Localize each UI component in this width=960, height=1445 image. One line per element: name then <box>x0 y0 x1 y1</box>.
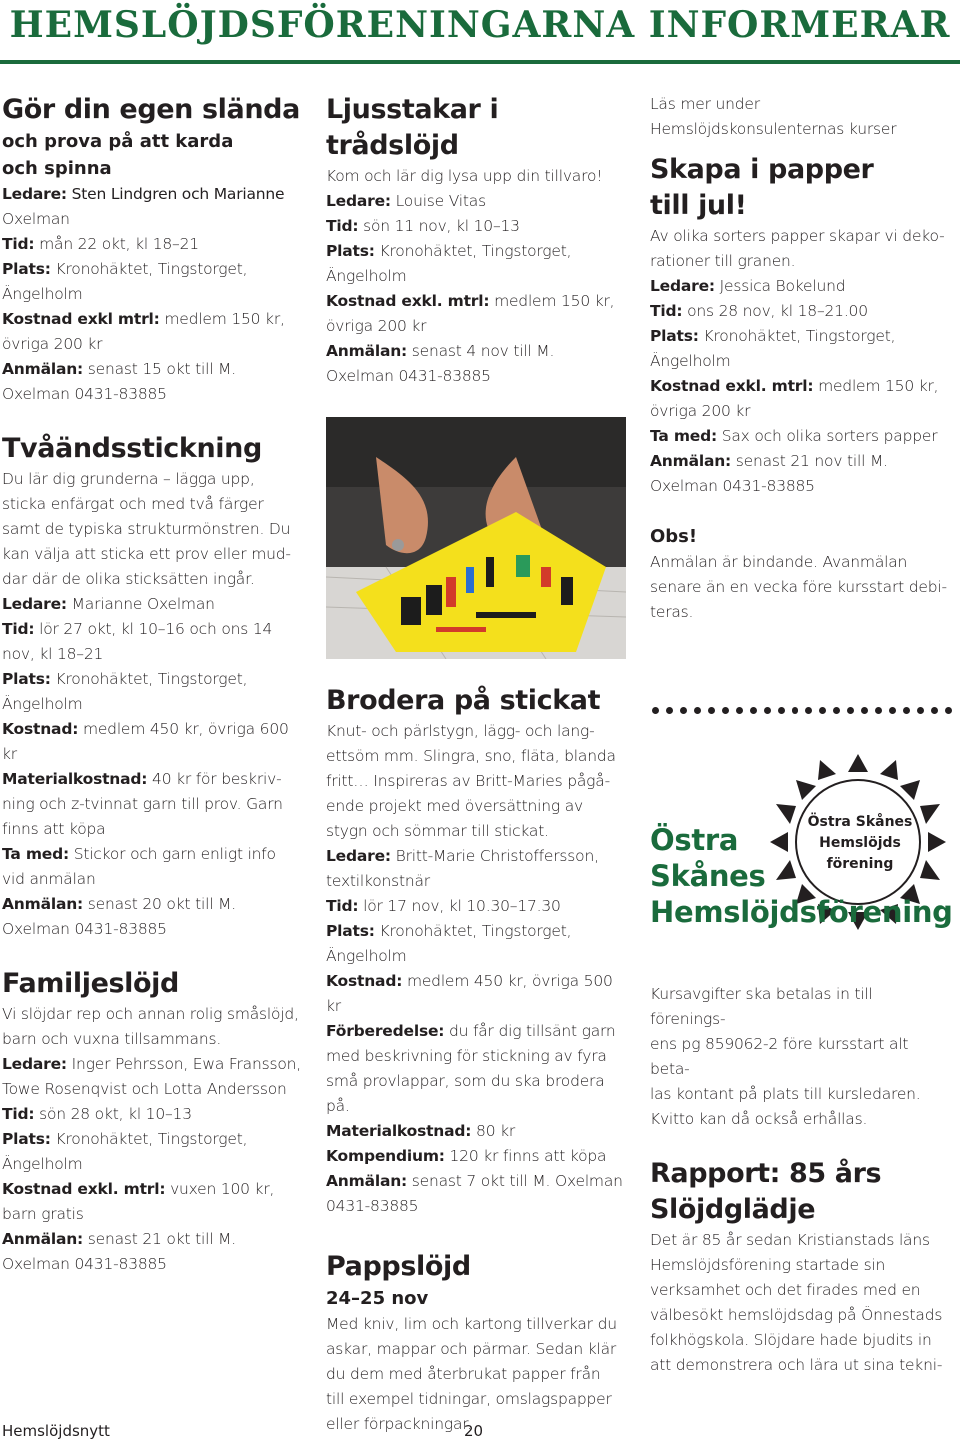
label-kompendium: Kompendium: <box>326 1147 445 1165</box>
label-kostnad: Kostnad exkl mtrl: <box>2 310 160 328</box>
section-subtitle: och prova på att karda <box>2 131 234 152</box>
value-kostnad: medlem 150 kr, <box>159 310 285 328</box>
value-anmalan: senast 15 okt till M. <box>83 360 236 378</box>
value-plats: Kronohäktet, Tingstorget, <box>374 242 572 260</box>
paragraph-line: ettsöm mm. Slingra, sno, fläta, blanda <box>326 747 616 765</box>
column-middle <box>326 92 626 1437</box>
section-title: Ljusstakar i trådslöjd <box>326 94 499 161</box>
paragraph-line: askar, mappar och pärmar. Sedan klär <box>326 1340 617 1358</box>
dotted-divider <box>652 707 952 714</box>
label-plats: Plats: <box>326 242 375 260</box>
value-ta-med: Sax och olika sorters papper <box>717 427 938 445</box>
logo-text-line: Östra Skånes <box>807 814 913 830</box>
section-title: Skapa i papper <box>650 154 874 185</box>
value-kostnad: medlem 150 kr, <box>813 377 939 395</box>
section-title: Tvåändsstickning <box>2 433 262 464</box>
label-tid: Tid: <box>326 897 359 915</box>
value-anmalan: senast 21 nov till M. <box>731 452 888 470</box>
value-tid: sön 11 nov, kl 10–13 <box>358 217 520 235</box>
value-plats: Ängelholm <box>2 695 83 713</box>
label-tid: Tid: <box>2 235 35 253</box>
paragraph-line: Kursavgifter ska betalas in till förenings- <box>650 985 873 1028</box>
paragraph-line: dar där de olika sticksätten ingår. <box>2 570 255 588</box>
association-title-line: Hemslöjdsförening <box>650 895 953 929</box>
association-title-line: Skånes <box>650 859 766 893</box>
paragraph-line: att demonstrera och lära ut sina tekni- <box>650 1356 943 1374</box>
column-right <box>650 92 952 1378</box>
intro-line: Läs mer under <box>650 95 760 113</box>
value-ta-med: vid anmälan <box>2 870 96 888</box>
label-kostnad: Kostnad: <box>326 972 403 990</box>
value-tid: sön 28 okt, kl 10–13 <box>34 1105 192 1123</box>
intro-line: Hemslöjdskonsulenternas kurser <box>650 120 897 138</box>
value-kostnad: övriga 200 kr <box>650 402 751 420</box>
label-tid: Tid: <box>326 217 359 235</box>
paragraph-line: stygn och sömmar till stickat. <box>326 822 549 840</box>
value-anmalan: senast 7 okt till M. Oxelman <box>407 1172 623 1190</box>
value-kostnad: övriga 200 kr <box>326 317 427 335</box>
label-anmalan: Anmälan: <box>326 342 408 360</box>
label-anmalan: Anmälan: <box>2 1230 84 1248</box>
embroidery-photo-illustration <box>326 417 626 659</box>
obs-title: Obs! <box>650 526 698 547</box>
label-ledare: Ledare: <box>326 192 391 210</box>
value-anmalan: Oxelman 0431-83885 <box>650 477 815 495</box>
label-materialkostnad: Materialkostnad: <box>326 1122 472 1140</box>
section-subtitle: och spinna <box>2 158 112 179</box>
value-anmalan: senast 20 okt till M. <box>83 895 236 913</box>
section-pappslojd <box>326 1249 626 1437</box>
section-rapport <box>650 1156 952 1378</box>
paragraph-line: teras. <box>650 603 694 621</box>
value-ledare: Jessica Bokelund <box>714 277 846 295</box>
value-ledare: Oxelman <box>2 210 70 228</box>
label-tid: Tid: <box>650 302 683 320</box>
paragraph-line: folkhögskola. Slöjdare hade bjudits in <box>650 1331 932 1349</box>
section-title: Brodera på stickat <box>326 685 601 716</box>
paragraph-line: Hemslöjdsförening startade sin <box>650 1256 886 1274</box>
label-plats: Plats: <box>2 260 51 278</box>
section-familjeslojd <box>2 966 302 1277</box>
label-kostnad: Kostnad exkl. mtrl: <box>326 292 490 310</box>
value-kostnad: vuxen 100 kr, <box>165 1180 275 1198</box>
value-plats: Ängelholm <box>2 1155 83 1173</box>
section-slanda <box>2 92 302 407</box>
value-plats: Kronohäktet, Tingstorget, <box>50 260 248 278</box>
label-ledare: Ledare: <box>2 1055 67 1073</box>
section-ljusstakar <box>326 92 626 389</box>
paragraph-line: kan välja att sticka ett prov eller mud- <box>2 545 291 563</box>
value-plats: Kronohäktet, Tingstorget, <box>374 922 572 940</box>
section-title: till jul! <box>650 190 747 221</box>
paragraph-line: ens pg 859062-2 före kursstart alt beta- <box>650 1035 909 1078</box>
fees-paragraph <box>650 982 952 1132</box>
paragraph-line: eller förpackningar. <box>326 1415 472 1433</box>
label-plats: Plats: <box>650 327 699 345</box>
value-anmalan: Oxelman 0431-83885 <box>2 920 167 938</box>
value-kostnad: medlem 150 kr, <box>489 292 615 310</box>
value-anmalan: Oxelman 0431-83885 <box>326 367 491 385</box>
value-tid: nov, kl 18–21 <box>2 645 104 663</box>
value-anmalan: Oxelman 0431-83885 <box>2 1255 167 1273</box>
banner-rule <box>0 60 960 64</box>
section-title: Slöjdglädje <box>650 1194 816 1225</box>
label-tid: Tid: <box>2 620 35 638</box>
value-ledare: Marianne Oxelman <box>66 595 215 613</box>
association-title-line: Östra <box>650 823 739 857</box>
paragraph-line: fritt… Inspireras av Britt-Maries pågå- <box>326 772 610 790</box>
value-forberedelse: du får dig tillsänt garn <box>444 1022 616 1040</box>
label-ledare: Ledare: <box>326 847 391 865</box>
value-materialkostnad: ning och z-tvinnat garn till prov. Garn <box>2 795 283 813</box>
value-forberedelse: på. <box>326 1097 350 1115</box>
paragraph-line: las kontant på plats till kursledaren. <box>650 1085 921 1103</box>
paragraph-line: senare än en vecka före kursstart debi- <box>650 578 947 596</box>
paragraph-line: Av olika sorters papper skapar vi deko- <box>650 227 945 245</box>
value-plats: Kronohäktet, Tingstorget, <box>50 670 248 688</box>
paragraph-line: samt de typiska strukturmönstren. Du <box>2 520 291 538</box>
value-ledare: Sten Lindgren och Marianne <box>66 185 285 203</box>
label-plats: Plats: <box>2 670 51 688</box>
paragraph-line: välbesökt hemslöjdsdag på Önnestads <box>650 1306 943 1324</box>
value-ledare: textilkonstnär <box>326 872 430 890</box>
paragraph-line: verksamhet och det firades med en <box>650 1281 921 1299</box>
value-plats: Ängelholm <box>2 285 83 303</box>
value-kostnad: medlem 450 kr, övriga 600 kr <box>2 720 289 763</box>
section-brodera <box>326 683 626 1219</box>
embroidery-photo <box>326 417 626 659</box>
label-ledare: Ledare: <box>2 595 67 613</box>
paragraph-line: Vi slöjdar rep och annan rolig småslöjd, <box>2 1005 299 1023</box>
label-anmalan: Anmälan: <box>650 452 732 470</box>
value-anmalan: senast 21 okt till M. <box>83 1230 236 1248</box>
paragraph-line: Kvitto kan då också erhållas. <box>650 1110 868 1128</box>
label-ledare: Ledare: <box>2 185 67 203</box>
section-tvaandsstickning <box>2 431 302 942</box>
value-plats: Ängelholm <box>326 947 407 965</box>
value-plats: Kronohäktet, Tingstorget, <box>50 1130 248 1148</box>
value-ledare: Inger Pehrsson, Ewa Fransson, <box>66 1055 301 1073</box>
paragraph-line: ende projekt med översättning av <box>326 797 583 815</box>
label-tid: Tid: <box>2 1105 35 1123</box>
label-forberedelse: Förberedelse: <box>326 1022 445 1040</box>
paragraph-line: sticka enfärgat och med två färger <box>2 495 264 513</box>
page-number: 20 <box>464 1422 484 1440</box>
value-ledare: Britt-Marie Christoffersson, <box>390 847 599 865</box>
value-plats: Ängelholm <box>326 267 407 285</box>
paragraph-line: barn och vuxna tillsammans. <box>2 1030 222 1048</box>
label-materialkostnad: Materialkostnad: <box>2 770 148 788</box>
value-plats: Ängelholm <box>650 352 731 370</box>
value-materialkostnad: 40 kr för beskriv- <box>147 770 282 788</box>
section-title: Rapport: 85 års <box>650 1158 882 1189</box>
paragraph-line: Det är 85 år sedan Kristianstads läns <box>650 1231 930 1249</box>
value-forberedelse: med beskrivning för stickning av fyra <box>326 1047 607 1065</box>
value-materialkostnad: finns att köpa <box>2 820 106 838</box>
paragraph-line: Du lär dig grunderna – lägga upp, <box>2 470 255 488</box>
label-kostnad: Kostnad exkl. mtrl: <box>2 1180 166 1198</box>
value-kostnad: medlem 450 kr, övriga 500 kr <box>326 972 613 1015</box>
paragraph-line: Med kniv, lim och kartong tillverkar du <box>326 1315 617 1333</box>
value-anmalan: 0431-83885 <box>326 1197 419 1215</box>
section-title: Familjeslöjd <box>2 968 179 999</box>
magazine-name: Hemslöjdsnytt <box>2 1422 110 1440</box>
section-obs <box>650 523 952 625</box>
association-block <box>650 714 952 964</box>
paragraph-line: du dem med återbrukat papper från <box>326 1365 601 1383</box>
logo-text-line: Hemslöjds <box>819 835 901 851</box>
value-kostnad: övriga 200 kr <box>2 335 103 353</box>
section-skapa-i-papper <box>650 152 952 499</box>
value-ledare: Louise Vitas <box>390 192 486 210</box>
label-anmalan: Anmälan: <box>2 360 84 378</box>
paragraph-line: Anmälan är bindande. Avanmälan <box>650 553 908 571</box>
label-plats: Plats: <box>2 1130 51 1148</box>
label-kostnad: Kostnad exkl. mtrl: <box>650 377 814 395</box>
section-date: 24–25 nov <box>326 1288 429 1309</box>
paragraph-line: Knut- och pärlstygn, lägg- och lang- <box>326 722 595 740</box>
value-plats: Kronohäktet, Tingstorget, <box>698 327 896 345</box>
label-ta-med: Ta med: <box>650 427 717 445</box>
value-materialkostnad: 80 kr <box>471 1122 516 1140</box>
value-tid: lör 17 nov, kl 10.30–17.30 <box>358 897 561 915</box>
label-kostnad: Kostnad: <box>2 720 79 738</box>
section-title: Gör din egen slända <box>2 94 300 125</box>
paragraph-line: rationer till granen. <box>650 252 796 270</box>
value-anmalan: Oxelman 0431-83885 <box>2 385 167 403</box>
value-tid: ons 28 nov, kl 18–21.00 <box>682 302 868 320</box>
paragraph-line: Kom och lär dig lysa upp din tillvaro! <box>326 167 603 185</box>
value-tid: mån 22 okt, kl 18–21 <box>34 235 199 253</box>
value-tid: lör 27 okt, kl 10–16 och ons 14 <box>34 620 273 638</box>
value-forberedelse: små provlappar, som du ska brodera <box>326 1072 605 1090</box>
logo-text-line: förening <box>826 856 894 872</box>
value-kompendium: 120 kr finns att köpa <box>444 1147 607 1165</box>
label-anmalan: Anmälan: <box>326 1172 408 1190</box>
column-left <box>2 92 302 1277</box>
banner-title: HEMSLÖJDSFÖRENINGARNA INFORMERAR <box>9 4 951 46</box>
label-ledare: Ledare: <box>650 277 715 295</box>
section-title: Pappslöjd <box>326 1251 471 1282</box>
value-kostnad: barn gratis <box>2 1205 84 1223</box>
value-ta-med: Stickor och garn enligt info <box>69 845 276 863</box>
label-plats: Plats: <box>326 922 375 940</box>
paragraph-line: till exempel tidningar, omslagspapper <box>326 1390 612 1408</box>
label-anmalan: Anmälan: <box>2 895 84 913</box>
association-title <box>650 822 953 930</box>
value-ledare: Towe Rosenqvist och Lotta Andersson <box>2 1080 287 1098</box>
label-ta-med: Ta med: <box>2 845 69 863</box>
value-anmalan: senast 4 nov till M. <box>407 342 555 360</box>
